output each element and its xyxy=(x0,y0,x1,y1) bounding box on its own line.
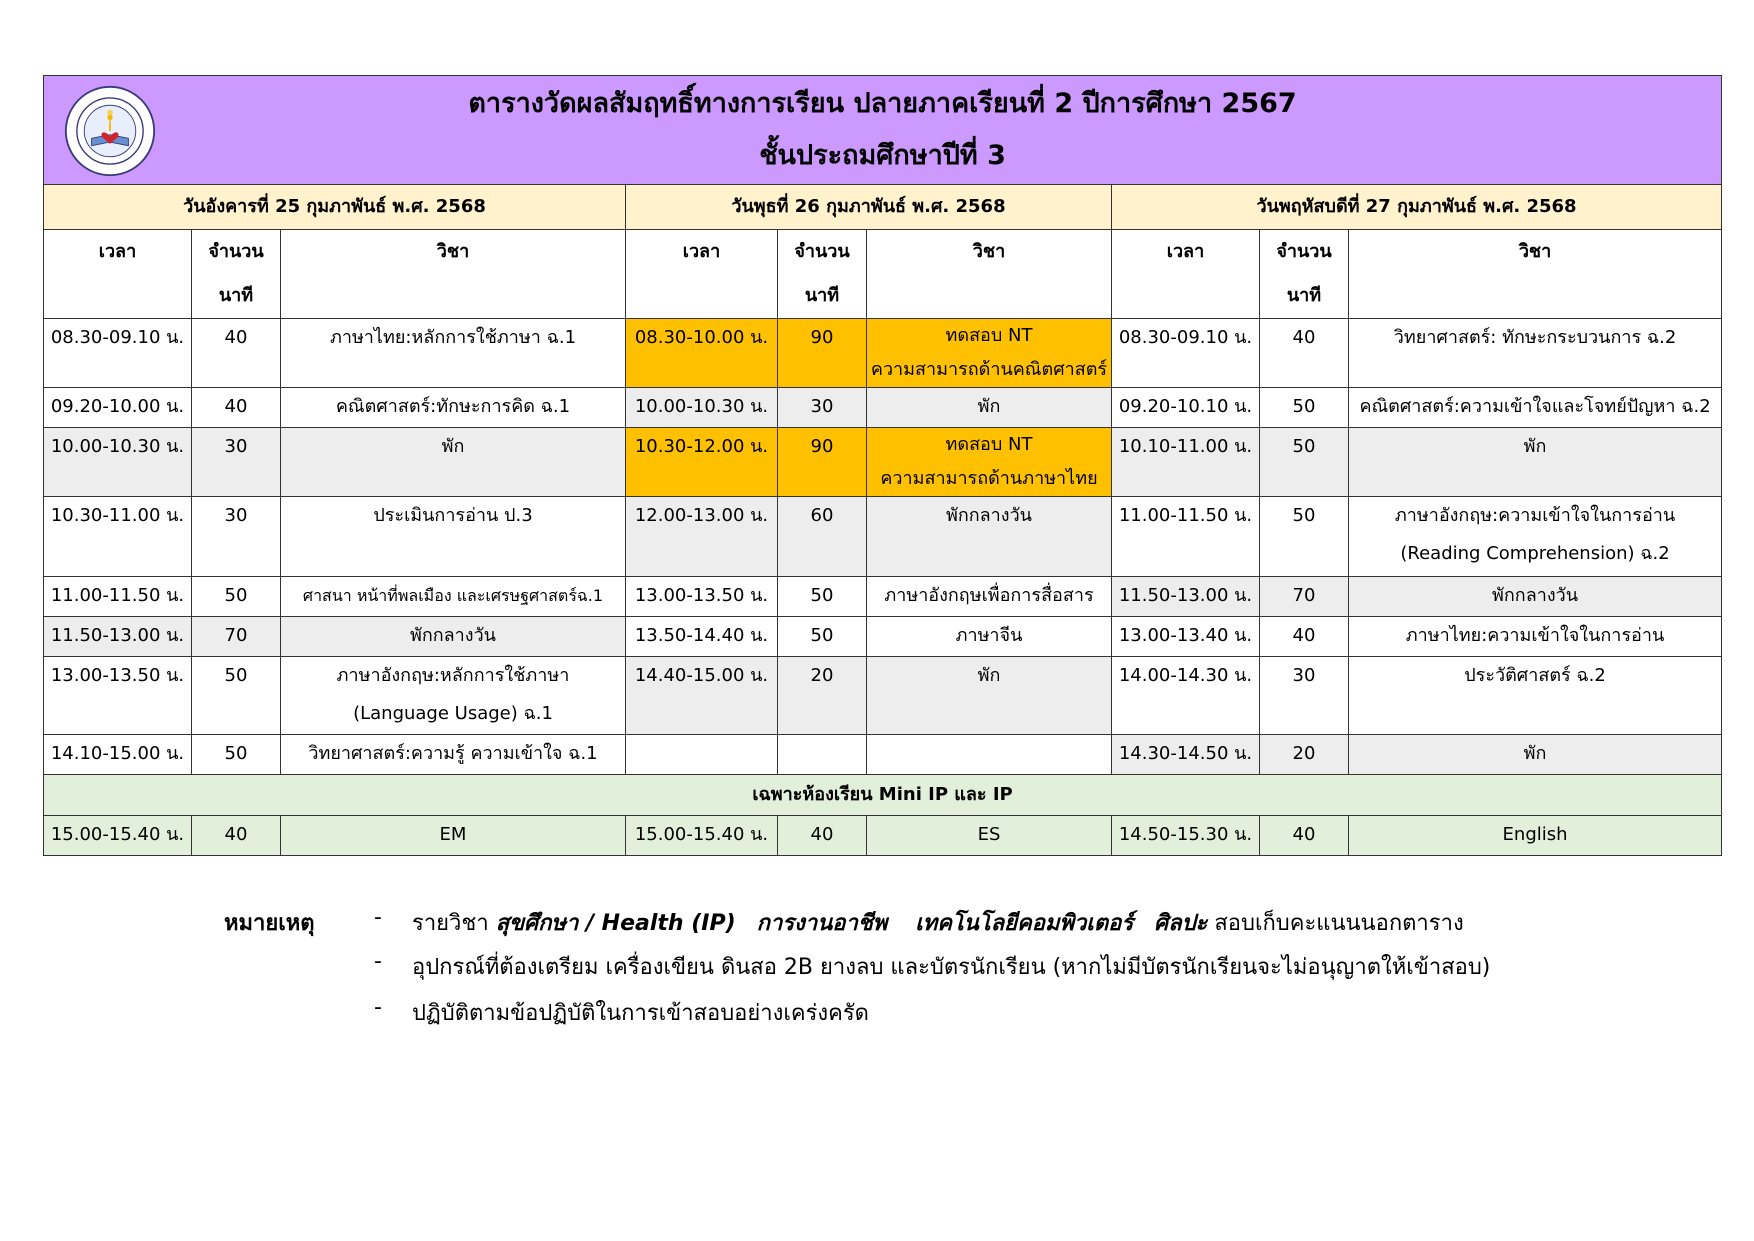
ip-band-label: เฉพาะห้องเรียน Mini IP และ IP xyxy=(44,775,1722,816)
tue-time: 10.30-11.00 น. xyxy=(44,497,192,577)
tue-minutes: 30 xyxy=(192,497,281,577)
thu-subject: พัก xyxy=(1349,428,1722,497)
tue-minutes: 50 xyxy=(192,735,281,775)
ip-row xyxy=(44,816,1722,856)
wed-minutes: 40 xyxy=(778,816,867,856)
tue-subject: ภาษาอังกฤษ:หลักการใช้ภาษา (Language Usage) ฉ.1 xyxy=(281,657,626,735)
title-cell xyxy=(44,76,1722,185)
wed-subject: พัก xyxy=(867,657,1112,735)
wed-minutes: 20 xyxy=(778,657,867,735)
header-minutes: จำนวน นาที xyxy=(192,230,281,319)
tue-subject: EM xyxy=(281,816,626,856)
tue-time: 08.30-09.10 น. xyxy=(44,319,192,388)
wed-subject: ES xyxy=(867,816,1112,856)
note-dash: - xyxy=(374,905,382,930)
thu-minutes: 30 xyxy=(1260,657,1349,735)
thu-minutes: 50 xyxy=(1260,388,1349,428)
header-subject: วิชา xyxy=(867,230,1112,319)
thu-subject: วิทยาศาสตร์: ทักษะกระบวนการ ฉ.2 xyxy=(1349,319,1722,388)
thu-subject: คณิตศาสตร์:ความเข้าใจและโจทย์ปัญหา ฉ.2 xyxy=(1349,388,1722,428)
tue-subject: ภาษาไทย:หลักการใช้ภาษา ฉ.1 xyxy=(281,319,626,388)
thu-subject: ภาษาอังกฤษ:ความเข้าใจในการอ่าน (Reading Comprehension) ฉ.2 xyxy=(1349,497,1722,577)
thu-time: 13.00-13.40 น. xyxy=(1112,617,1260,657)
thu-minutes: 40 xyxy=(1260,319,1349,388)
tue-minutes: 40 xyxy=(192,388,281,428)
table-row xyxy=(44,617,1722,657)
ip-band-row xyxy=(44,775,1722,816)
wed-empty xyxy=(626,735,778,775)
tue-time: 10.00-10.30 น. xyxy=(44,428,192,497)
tue-minutes: 50 xyxy=(192,657,281,735)
note-dash: - xyxy=(374,995,382,1020)
school-logo xyxy=(64,85,156,177)
wed-time: 10.00-10.30 น. xyxy=(626,388,778,428)
note-dash: - xyxy=(374,949,382,974)
tue-minutes: 40 xyxy=(192,816,281,856)
wed-empty xyxy=(778,735,867,775)
tue-minutes: 50 xyxy=(192,577,281,617)
header-subject: วิชา xyxy=(281,230,626,319)
tue-minutes: 40 xyxy=(192,319,281,388)
wed-minutes: 60 xyxy=(778,497,867,577)
note-1: รายวิชา สุขศึกษา / Health (IP) การงานอาชีพ เทคโนโลยีคอมพิวเตอร์ ศิลปะ สอบเก็บคะแนนนอกตาราง xyxy=(412,911,1464,936)
tue-time: 13.00-13.50 น. xyxy=(44,657,192,735)
tue-minutes: 70 xyxy=(192,617,281,657)
thu-minutes: 50 xyxy=(1260,428,1349,497)
table-row xyxy=(44,735,1722,775)
wed-time: 08.30-10.00 น. xyxy=(626,319,778,388)
header-time: เวลา xyxy=(626,230,778,319)
thu-minutes: 40 xyxy=(1260,617,1349,657)
tue-subject: คณิตศาสตร์:ทักษะการคิด ฉ.1 xyxy=(281,388,626,428)
thu-time: 11.50-13.00 น. xyxy=(1112,577,1260,617)
table-row xyxy=(44,388,1722,428)
thu-time: 10.10-11.00 น. xyxy=(1112,428,1260,497)
tue-subject: วิทยาศาสตร์:ความรู้ ความเข้าใจ ฉ.1 xyxy=(281,735,626,775)
thu-time: 11.00-11.50 น. xyxy=(1112,497,1260,577)
wed-empty xyxy=(867,735,1112,775)
notes-label: หมายเหตุ xyxy=(224,911,315,936)
header-time: เวลา xyxy=(1112,230,1260,319)
wed-subject: ภาษาจีน xyxy=(867,617,1112,657)
thu-time: 09.20-10.10 น. xyxy=(1112,388,1260,428)
day-row xyxy=(44,185,1722,230)
day-thursday: วันพฤหัสบดีที่ 27 กุมภาพันธ์ พ.ศ. 2568 xyxy=(1112,185,1722,230)
thu-minutes: 20 xyxy=(1260,735,1349,775)
tue-time: 14.10-15.00 น. xyxy=(44,735,192,775)
thu-subject: พักกลางวัน xyxy=(1349,577,1722,617)
wed-subject: พักกลางวัน xyxy=(867,497,1112,577)
day-wednesday: วันพุธที่ 26 กุมภาพันธ์ พ.ศ. 2568 xyxy=(626,185,1112,230)
header-time: เวลา xyxy=(44,230,192,319)
thu-time: 14.00-14.30 น. xyxy=(1112,657,1260,735)
thu-minutes: 40 xyxy=(1260,816,1349,856)
wed-subject: ภาษาอังกฤษเพื่อการสื่อสาร xyxy=(867,577,1112,617)
tue-time: 09.20-10.00 น. xyxy=(44,388,192,428)
title-line-1: ตารางวัดผลสัมฤทธิ์ทางการเรียน ปลายภาคเรียนที่ 2 ปีการศึกษา 2567 xyxy=(468,88,1297,119)
wed-time: 13.50-14.40 น. xyxy=(626,617,778,657)
table-row xyxy=(44,319,1722,388)
column-header-row xyxy=(44,230,1722,319)
title-line-2: ชั้นประถมศึกษาปีที่ 3 xyxy=(759,140,1006,171)
wed-subject: พัก xyxy=(867,388,1112,428)
tue-time: 15.00-15.40 น. xyxy=(44,816,192,856)
title-row xyxy=(44,76,1722,185)
wed-time: 10.30-12.00 น. xyxy=(626,428,778,497)
tue-subject: ประเมินการอ่าน ป.3 xyxy=(281,497,626,577)
wed-minutes: 30 xyxy=(778,388,867,428)
table-row xyxy=(44,657,1722,735)
wed-subject: ทดสอบ NT ความสามารถด้านคณิตศาสตร์ xyxy=(867,319,1112,388)
note-2: อุปกรณ์ที่ต้องเตรียม เครื่องเขียน ดินสอ 2B ยางลบ และบัตรนักเรียน (หากไม่มีบัตรนักเรียนจะไม่อนุญาตให้เข้าสอบ) xyxy=(412,955,1491,980)
tue-subject: พัก xyxy=(281,428,626,497)
thu-subject: ประวัติศาสตร์ ฉ.2 xyxy=(1349,657,1722,735)
table-row xyxy=(44,577,1722,617)
wed-minutes: 50 xyxy=(778,617,867,657)
tue-subject: ศาสนา หน้าที่พลเมือง และเศรษฐศาสตร์ฉ.1 xyxy=(281,577,626,617)
thu-subject: English xyxy=(1349,816,1722,856)
exam-schedule-table xyxy=(43,75,1722,856)
thu-time: 08.30-09.10 น. xyxy=(1112,319,1260,388)
wed-time: 15.00-15.40 น. xyxy=(626,816,778,856)
header-subject: วิชา xyxy=(1349,230,1722,319)
thu-subject: พัก xyxy=(1349,735,1722,775)
wed-minutes: 90 xyxy=(778,319,867,388)
wed-subject: ทดสอบ NT ความสามารถด้านภาษาไทย xyxy=(867,428,1112,497)
table-row xyxy=(44,428,1722,497)
thu-time: 14.50-15.30 น. xyxy=(1112,816,1260,856)
wed-minutes: 90 xyxy=(778,428,867,497)
thu-subject: ภาษาไทย:ความเข้าใจในการอ่าน xyxy=(1349,617,1722,657)
wed-minutes: 50 xyxy=(778,577,867,617)
tue-subject: พักกลางวัน xyxy=(281,617,626,657)
header-minutes: จำนวน นาที xyxy=(1260,230,1349,319)
thu-time: 14.30-14.50 น. xyxy=(1112,735,1260,775)
thu-minutes: 50 xyxy=(1260,497,1349,577)
header-minutes: จำนวน นาที xyxy=(778,230,867,319)
thu-minutes: 70 xyxy=(1260,577,1349,617)
wed-time: 13.00-13.50 น. xyxy=(626,577,778,617)
table-row xyxy=(44,497,1722,577)
tue-time: 11.00-11.50 น. xyxy=(44,577,192,617)
wed-time: 12.00-13.00 น. xyxy=(626,497,778,577)
day-tuesday: วันอังคารที่ 25 กุมภาพันธ์ พ.ศ. 2568 xyxy=(44,185,626,230)
tue-minutes: 30 xyxy=(192,428,281,497)
note-3: ปฏิบัติตามข้อปฏิบัติในการเข้าสอบอย่างเคร่งครัด xyxy=(412,1001,869,1026)
wed-time: 14.40-15.00 น. xyxy=(626,657,778,735)
tue-time: 11.50-13.00 น. xyxy=(44,617,192,657)
